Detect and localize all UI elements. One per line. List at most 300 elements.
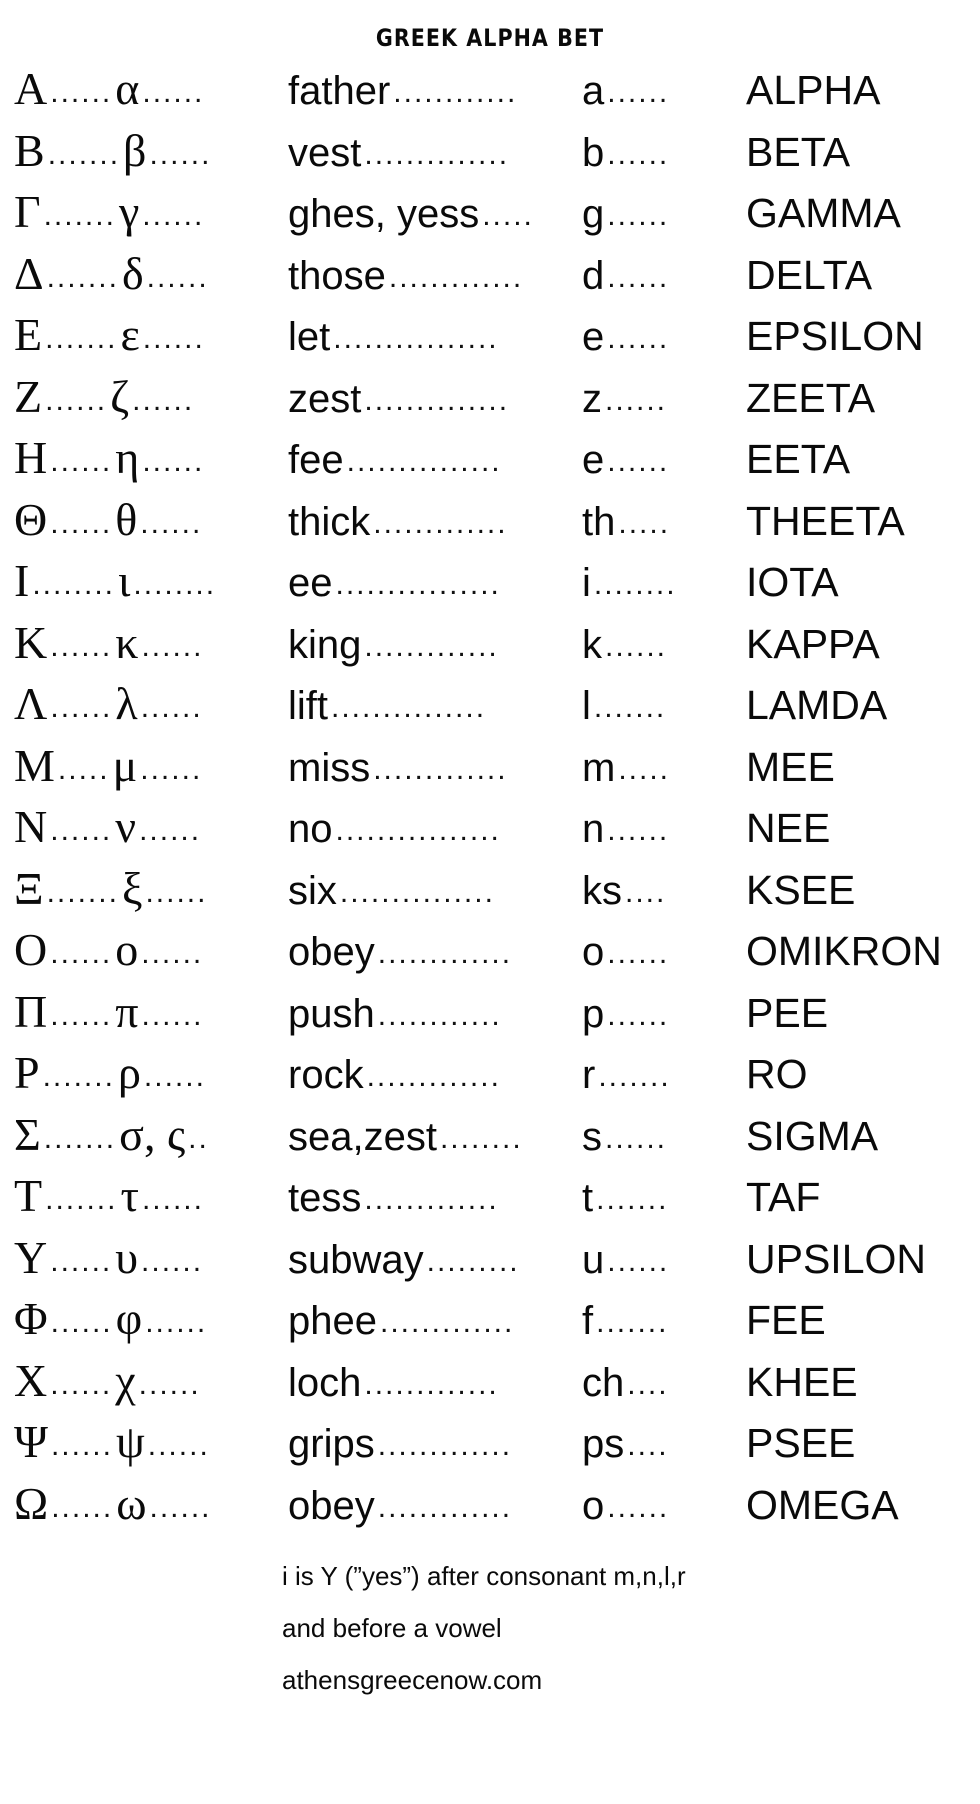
latin-cell	[582, 809, 742, 849]
sound-word-cell	[282, 71, 582, 111]
leader-dots: ....	[625, 877, 667, 908]
leader-dots: .......	[43, 201, 116, 231]
leader-dots: ....	[627, 1369, 669, 1400]
table-row	[14, 1416, 966, 1481]
sound-word: no	[288, 807, 333, 851]
capital-letter: Γ	[14, 186, 41, 237]
lowercase-letter: ι	[118, 555, 131, 606]
leader-dots: ......	[141, 1000, 204, 1031]
letter-name: KSEE	[746, 866, 856, 913]
latin-equivalent: o	[582, 1483, 605, 1528]
letter-cell	[14, 432, 282, 483]
leader-dots: ......	[607, 816, 670, 846]
letter-name: ALPHA	[746, 67, 881, 113]
latin-equivalent: n	[582, 807, 605, 851]
letter-name: RO	[746, 1051, 808, 1097]
alphabet-table	[14, 63, 966, 1542]
leader-dots: ......	[607, 324, 670, 354]
leader-dots: ..............	[364, 385, 510, 416]
letter-cell	[14, 247, 282, 299]
latin-equivalent: b	[582, 130, 605, 175]
letter-cell	[14, 370, 282, 422]
sound-word: subway	[288, 1237, 424, 1282]
lowercase-letter: χ	[115, 1354, 136, 1406]
sound-word-cell	[282, 622, 582, 667]
leader-dots: .....	[618, 754, 671, 785]
latin-equivalent: s	[582, 1114, 602, 1159]
capital-letter: Τ	[14, 1170, 43, 1221]
leader-dots: ......	[141, 1246, 204, 1277]
table-row	[14, 801, 966, 866]
table-row	[14, 493, 966, 559]
table-row	[14, 432, 966, 497]
leader-dots: ......	[607, 447, 670, 477]
letter-name: PSEE	[746, 1420, 856, 1466]
capital-letter: Χ	[14, 1354, 48, 1406]
leader-dots: .......	[596, 1308, 669, 1338]
leader-dots: ......	[147, 1431, 210, 1461]
letter-name: THEETA	[746, 497, 905, 544]
leader-dots: ......	[141, 631, 204, 662]
latin-cell	[582, 317, 742, 357]
letter-cell	[14, 739, 282, 791]
table-row	[14, 862, 966, 928]
letter-name: OMEGA	[746, 1481, 899, 1528]
letter-cell	[14, 616, 282, 668]
leader-dots: ......	[140, 508, 203, 539]
sound-word: phee	[288, 1299, 377, 1343]
table-row	[14, 1354, 966, 1420]
latin-cell	[582, 1483, 742, 1528]
leader-dots: ......	[145, 877, 208, 908]
sound-word: obey	[288, 1483, 375, 1528]
leader-dots: ......	[146, 262, 209, 293]
leader-dots: ...............	[339, 877, 495, 908]
leader-dots: .........	[426, 1246, 520, 1277]
latin-equivalent: f	[582, 1299, 594, 1343]
latin-cell	[582, 563, 742, 603]
sound-word: zest	[288, 376, 362, 421]
leader-dots: .............	[377, 1431, 513, 1461]
latin-equivalent: ps	[582, 1422, 625, 1466]
lowercase-letter: ν	[115, 801, 137, 852]
latin-cell	[582, 1178, 742, 1218]
lowercase-letter: κ	[115, 616, 139, 668]
leader-dots: .....	[482, 201, 534, 231]
latin-equivalent: ch	[582, 1360, 625, 1405]
leader-dots: .............	[377, 939, 513, 969]
leader-dots: .......	[46, 262, 119, 293]
leader-dots: .............	[364, 631, 499, 662]
latin-equivalent: o	[582, 930, 605, 974]
table-row	[14, 247, 966, 313]
lowercase-letter: η	[115, 432, 140, 483]
latin-equivalent: d	[582, 253, 605, 298]
lowercase-letter: γ	[118, 186, 140, 237]
sound-word: six	[288, 868, 337, 913]
sound-word-cell	[282, 376, 582, 421]
leader-dots: .......	[42, 1062, 115, 1092]
sound-word-cell	[282, 499, 582, 544]
sound-word: loch	[288, 1360, 362, 1405]
table-row	[14, 1231, 966, 1297]
sound-word-cell	[282, 932, 582, 972]
leader-dots: ......	[607, 201, 670, 231]
letter-name: UPSILON	[746, 1235, 926, 1282]
leader-dots: ......	[50, 1246, 113, 1277]
leader-dots: ......	[140, 693, 203, 723]
leader-dots: .......	[47, 139, 121, 170]
capital-letter: Ζ	[14, 370, 43, 422]
latin-cell	[582, 130, 742, 175]
sound-word-cell	[282, 1360, 582, 1405]
table-row	[14, 616, 966, 682]
lowercase-letter: α	[115, 63, 140, 114]
table-row	[14, 555, 966, 620]
sound-word: let	[288, 315, 331, 359]
letter-name: EPSILON	[746, 313, 924, 359]
lowercase-letter: ο	[115, 924, 139, 975]
letter-name: TAF	[746, 1174, 821, 1220]
letter-name: IOTA	[746, 559, 839, 605]
letter-cell	[14, 985, 282, 1037]
latin-equivalent: ks	[582, 868, 622, 913]
letter-cell	[14, 1231, 282, 1283]
lowercase-letter: β	[123, 124, 147, 176]
leader-dots: ........	[593, 570, 677, 600]
capital-letter: Λ	[14, 678, 48, 729]
sound-word: miss	[288, 745, 371, 790]
capital-letter: Η	[14, 432, 48, 483]
leader-dots: .......	[46, 877, 119, 908]
letter-name: NEE	[746, 805, 831, 851]
latin-cell	[582, 71, 742, 111]
notes-block	[268, 1550, 980, 1706]
sound-word: rock	[288, 1053, 364, 1097]
latin-equivalent: t	[582, 1176, 594, 1220]
leader-dots: ......	[50, 1000, 113, 1031]
sound-word-cell	[282, 440, 582, 480]
letter-cell	[14, 1170, 282, 1221]
lowercase-letter: σ, ς	[119, 1108, 186, 1160]
table-row	[14, 124, 966, 190]
source-credit: athensgreecenow.com	[282, 1665, 543, 1695]
latin-cell	[582, 991, 742, 1036]
leader-dots: ......	[149, 139, 212, 170]
sound-word-cell	[282, 194, 582, 234]
lowercase-letter: φ	[115, 1293, 143, 1344]
sound-word: push	[288, 991, 375, 1036]
sound-word: those	[288, 253, 386, 298]
leader-dots: ......	[50, 631, 113, 662]
leader-dots: ......	[142, 201, 205, 231]
leader-dots: .............	[364, 1185, 499, 1215]
leader-dots: ......	[138, 1369, 201, 1400]
capital-letter: Υ	[14, 1231, 48, 1283]
capital-letter: Θ	[14, 493, 48, 545]
latin-equivalent: th	[582, 499, 616, 544]
leader-dots: ....	[627, 1431, 669, 1461]
sound-word-cell	[282, 1114, 582, 1159]
lowercase-letter: υ	[115, 1231, 139, 1283]
leader-dots: ......	[51, 1492, 114, 1523]
letter-cell	[14, 1416, 282, 1467]
sound-word: vest	[288, 130, 362, 175]
latin-equivalent: p	[582, 991, 605, 1036]
leader-dots: ......	[605, 631, 668, 662]
letter-name: OMIKRON	[746, 928, 942, 974]
lowercase-letter: ω	[116, 1477, 147, 1529]
letter-name: KAPPA	[746, 620, 880, 667]
lowercase-letter: ε	[120, 309, 140, 360]
table-row	[14, 370, 966, 436]
latin-cell	[582, 440, 742, 480]
latin-equivalent: k	[582, 622, 602, 667]
leader-dots: ......	[607, 78, 670, 108]
sound-word-cell	[282, 809, 582, 849]
sound-word: king	[288, 622, 362, 667]
sound-word-cell	[282, 130, 582, 175]
sound-word: obey	[288, 930, 375, 974]
letter-name: EETA	[746, 436, 851, 482]
letter-name: MEE	[746, 743, 835, 790]
lowercase-letter: μ	[112, 739, 138, 791]
sound-word: father	[288, 69, 391, 113]
latin-cell	[582, 932, 742, 972]
letter-cell	[14, 493, 282, 545]
letter-cell	[14, 124, 282, 176]
leader-dots: ......	[607, 1492, 670, 1523]
letter-cell	[14, 862, 282, 914]
leader-dots: .......	[593, 693, 667, 723]
latin-equivalent: l	[582, 684, 591, 728]
latin-equivalent: a	[582, 69, 605, 113]
capital-letter: Φ	[14, 1293, 48, 1344]
letter-cell	[14, 801, 282, 852]
lowercase-letter: δ	[121, 247, 144, 299]
leader-dots: ......	[50, 508, 113, 539]
letter-name: GAMMA	[746, 190, 901, 236]
lowercase-letter: τ	[120, 1170, 139, 1221]
leader-dots: ......	[45, 385, 108, 416]
letter-name: BETA	[746, 128, 851, 175]
latin-equivalent: r	[582, 1053, 596, 1097]
table-row	[14, 186, 966, 251]
leader-dots: ......	[50, 1431, 113, 1461]
leader-dots: ...............	[346, 447, 502, 477]
leader-dots: ........	[439, 1123, 523, 1154]
letter-cell	[14, 678, 282, 729]
leader-dots: .....	[618, 508, 671, 539]
sound-word-cell	[282, 563, 582, 603]
capital-letter: Β	[14, 124, 45, 176]
table-row	[14, 739, 966, 805]
leader-dots: ......	[50, 939, 113, 969]
letter-cell	[14, 63, 282, 114]
sound-word: lift	[288, 684, 328, 728]
leader-dots: .............	[373, 754, 508, 785]
capital-letter: Ο	[14, 924, 48, 975]
letter-cell	[14, 1108, 282, 1160]
latin-cell	[582, 376, 742, 421]
leader-dots: ......	[607, 939, 670, 969]
lowercase-letter: ρ	[117, 1047, 141, 1098]
leader-dots: ......	[50, 816, 113, 846]
leader-dots: ......	[607, 1246, 670, 1277]
sound-word: ee	[288, 561, 333, 605]
leader-dots: ......	[605, 385, 668, 416]
table-row	[14, 63, 966, 128]
leader-dots: .....	[57, 754, 110, 785]
leader-dots: ......	[140, 754, 203, 785]
leader-dots: .............	[366, 1062, 501, 1092]
lowercase-letter: ζ	[110, 370, 130, 422]
sound-word: ghes, yess	[288, 192, 480, 236]
leader-dots: ......	[142, 324, 205, 354]
latin-equivalent: i	[582, 561, 591, 605]
leader-dots: .......	[45, 1185, 118, 1215]
leader-dots: ........	[32, 570, 116, 600]
leader-dots: .......	[598, 1062, 671, 1092]
leader-dots: ......	[607, 139, 670, 170]
leader-dots: ......	[132, 385, 195, 416]
latin-cell	[582, 745, 742, 790]
letter-cell	[14, 555, 282, 606]
latin-equivalent: z	[582, 376, 602, 421]
leader-dots: ................	[335, 816, 501, 846]
latin-equivalent: e	[582, 315, 605, 359]
latin-cell	[582, 1301, 742, 1341]
sound-word: thick	[288, 499, 371, 544]
capital-letter: Σ	[14, 1108, 41, 1160]
leader-dots: ......	[50, 1369, 113, 1400]
letter-cell	[14, 309, 282, 360]
letter-cell	[14, 186, 282, 237]
leader-dots: .......	[596, 1185, 669, 1215]
latin-cell	[582, 1055, 742, 1095]
leader-dots: ......	[141, 1185, 204, 1215]
letter-name: KHEE	[746, 1358, 858, 1405]
leader-dots: ......	[149, 1492, 212, 1523]
capital-letter: Α	[14, 63, 48, 114]
capital-letter: Ε	[14, 309, 43, 360]
leader-dots: ......	[50, 78, 113, 108]
lowercase-letter: π	[115, 985, 139, 1037]
letter-cell	[14, 1354, 282, 1406]
latin-equivalent: m	[582, 745, 616, 790]
leader-dots: ......	[50, 447, 113, 477]
greek-alphabet-sheet	[0, 24, 980, 1804]
sound-word: sea,zest	[288, 1114, 437, 1159]
latin-cell	[582, 1424, 742, 1464]
sound-word: grips	[288, 1422, 375, 1466]
table-row	[14, 1170, 966, 1235]
latin-cell	[582, 686, 742, 726]
sound-word: tess	[288, 1176, 362, 1220]
letter-cell	[14, 1047, 282, 1098]
sound-word-cell	[282, 253, 582, 298]
leader-dots: .............	[373, 508, 508, 539]
lowercase-letter: ψ	[115, 1416, 145, 1467]
sound-word-cell	[282, 745, 582, 790]
latin-equivalent: e	[582, 438, 605, 482]
table-row	[14, 1293, 966, 1358]
capital-letter: Ξ	[14, 862, 44, 914]
lowercase-letter: ξ	[121, 862, 143, 914]
capital-letter: Ω	[14, 1477, 49, 1529]
capital-letter: Μ	[14, 739, 55, 791]
letter-name: SIGMA	[746, 1112, 879, 1159]
page-title: GREEK ALPHA BET	[375, 24, 605, 52]
capital-letter: Δ	[14, 247, 44, 299]
table-row	[14, 924, 966, 989]
leader-dots: ............	[393, 78, 518, 108]
table-row	[14, 678, 966, 743]
sound-word-cell	[282, 991, 582, 1036]
letter-cell	[14, 1293, 282, 1344]
sound-word-cell	[282, 1483, 582, 1528]
capital-letter: Ι	[14, 555, 30, 606]
latin-cell	[582, 868, 742, 913]
leader-dots: ......	[143, 1062, 206, 1092]
sound-word-cell	[282, 1237, 582, 1282]
capital-letter: Ρ	[14, 1047, 40, 1098]
sound-word: fee	[288, 438, 344, 482]
capital-letter: Κ	[14, 616, 48, 668]
table-row	[14, 309, 966, 374]
leader-dots: ..............	[364, 139, 510, 170]
leader-dots: ......	[50, 1308, 113, 1338]
lowercase-letter: λ	[115, 678, 138, 729]
sound-word-cell	[282, 1301, 582, 1341]
leader-dots: ......	[50, 693, 113, 723]
table-row	[14, 1477, 966, 1543]
sound-word-cell	[282, 686, 582, 726]
leader-dots: .......	[45, 324, 118, 354]
latin-cell	[582, 1360, 742, 1405]
latin-cell	[582, 622, 742, 667]
letter-name: ZEETA	[746, 374, 876, 421]
leader-dots: ................	[335, 570, 501, 600]
capital-letter: Ν	[14, 801, 48, 852]
latin-cell	[582, 194, 742, 234]
table-row	[14, 1108, 966, 1174]
sound-word-cell	[282, 868, 582, 913]
leader-dots: .............	[379, 1308, 515, 1338]
letter-cell	[14, 1477, 282, 1529]
sound-word-cell	[282, 1424, 582, 1464]
sound-word-cell	[282, 1178, 582, 1218]
leader-dots: ......	[141, 939, 204, 969]
table-row	[14, 985, 966, 1051]
leader-dots: ...............	[331, 693, 487, 723]
latin-equivalent: g	[582, 192, 605, 236]
leader-dots: ................	[333, 324, 499, 354]
leader-dots: ..	[188, 1123, 209, 1154]
leader-dots: .............	[388, 262, 524, 293]
leader-dots: ......	[139, 816, 202, 846]
latin-cell	[582, 1114, 742, 1159]
leader-dots: ........	[133, 570, 217, 600]
letter-name: FEE	[746, 1297, 826, 1343]
latin-equivalent: u	[582, 1237, 605, 1282]
leader-dots: ......	[605, 1123, 668, 1154]
capital-letter: Π	[14, 985, 48, 1037]
sound-word-cell	[282, 1055, 582, 1095]
letter-name: LAMDA	[746, 682, 888, 728]
leader-dots: ......	[142, 78, 205, 108]
usage-note: i is Y (”yes”) after consonant m,n,l,r	[282, 1561, 686, 1591]
